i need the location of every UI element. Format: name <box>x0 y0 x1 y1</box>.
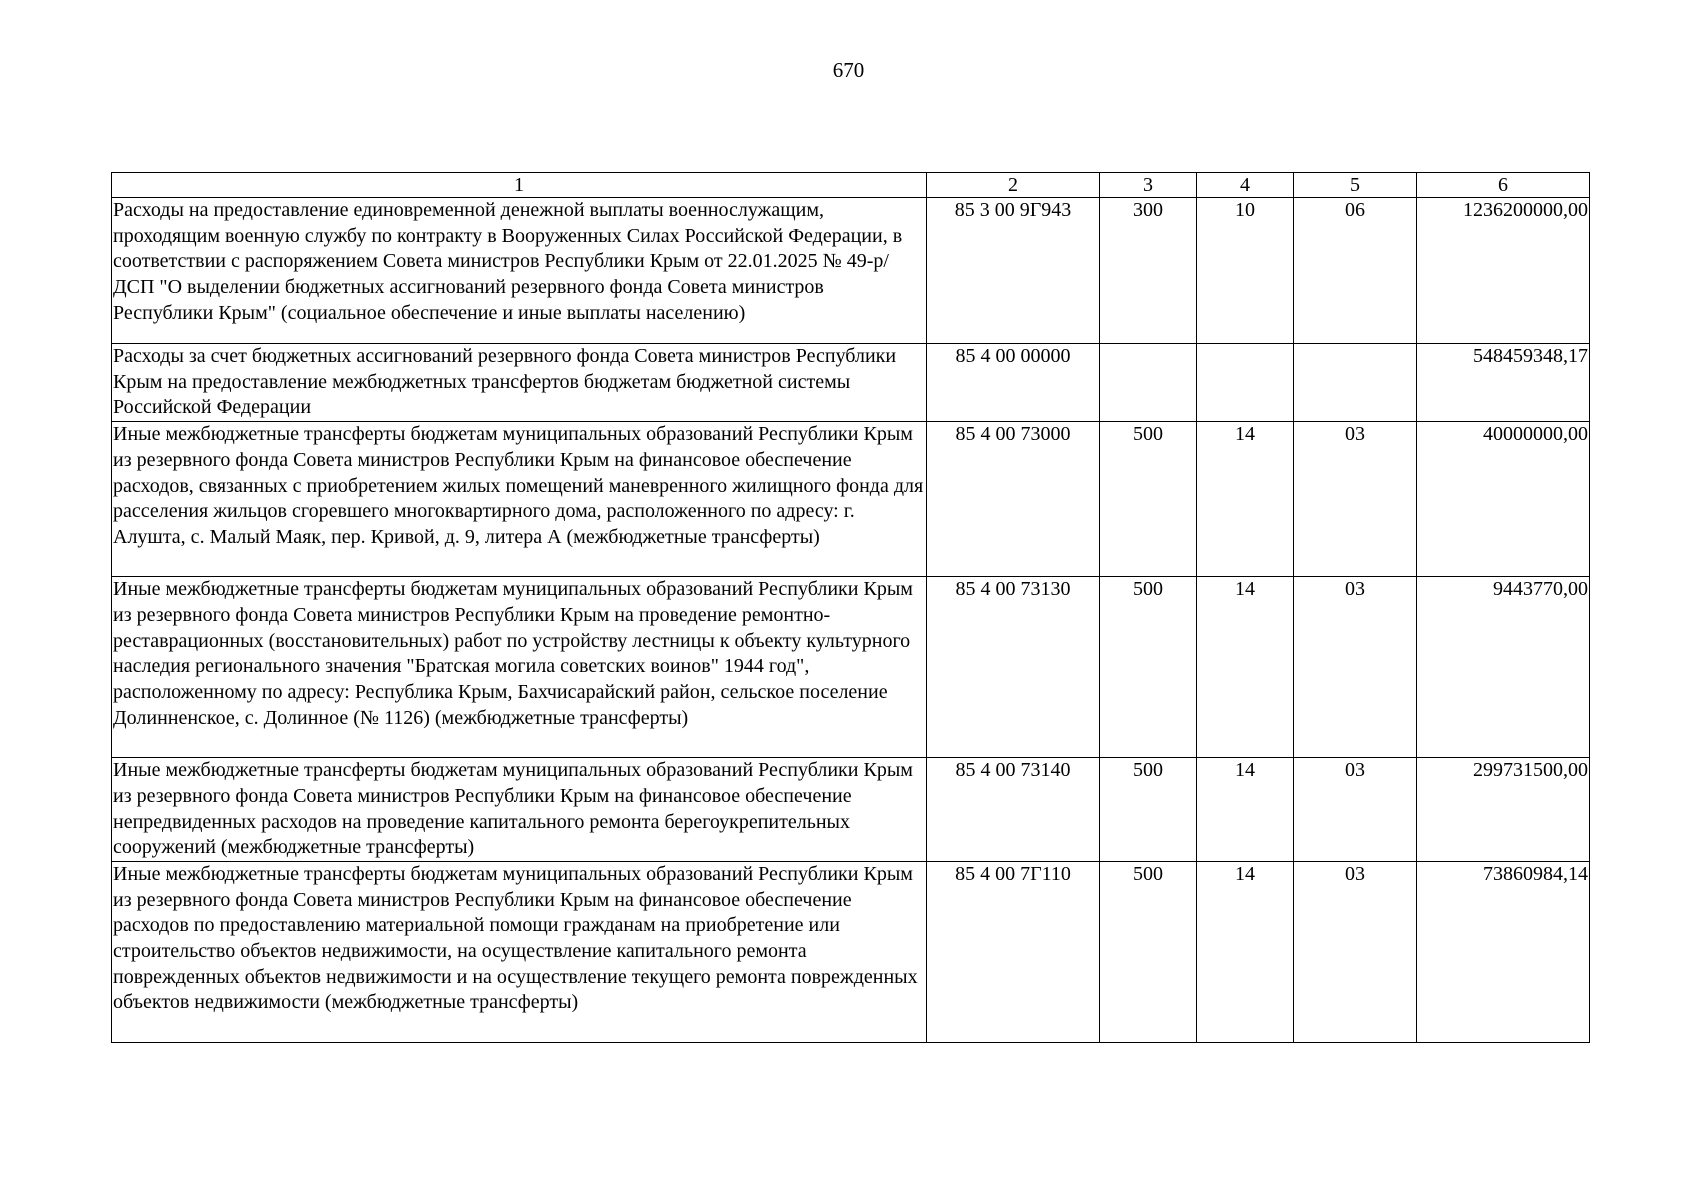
row-col3: 300 <box>1100 198 1197 344</box>
row-col5: 03 <box>1294 861 1417 1042</box>
row-description: Расходы за счет бюджетных ассигнований резервного фонда Совета министров Республики Крым на предоставление межбюджетных трансфертов бюджетам бюджетной системы Российской Федерации <box>112 344 927 422</box>
header-col-3: 3 <box>1100 173 1197 198</box>
row-col5: 03 <box>1294 422 1417 577</box>
row-description: Иные межбюджетные трансферты бюджетам муниципальных образований Республики Крым из резервного фонда Совета министров Республики Крым на финансовое обеспечение непредвиденных расходов на проведение капитального ремонта берегоукрепительных сооружений (межбюджетные трансферты) <box>112 758 927 862</box>
row-amount: 299731500,00 <box>1417 758 1590 862</box>
header-col-1: 1 <box>112 173 927 198</box>
row-code: 85 4 00 73130 <box>927 577 1100 758</box>
table-row <box>112 422 1590 577</box>
row-description: Иные межбюджетные трансферты бюджетам муниципальных образований Республики Крым из резервного фонда Совета министров Республики Крым на проведение ремонтно-реставрационных (восстановительных) работ по устройству лестницы к объекту культурного наследия регионального значения "Братская могила советских воинов" 1944 год", расположенному по адресу: Республика Крым, Бахчисарайский район, сельское поселение Долинненское, с. Долинное (№ 1126) (межбюджетные трансферты) <box>112 577 927 758</box>
row-col5: 03 <box>1294 758 1417 862</box>
table-row <box>112 861 1590 1042</box>
row-col4: 14 <box>1197 422 1294 577</box>
row-code: 85 4 00 73000 <box>927 422 1100 577</box>
row-code: 85 4 00 73140 <box>927 758 1100 862</box>
row-col5 <box>1294 344 1417 422</box>
row-amount: 40000000,00 <box>1417 422 1590 577</box>
row-amount: 9443770,00 <box>1417 577 1590 758</box>
row-code: 85 4 00 00000 <box>927 344 1100 422</box>
header-col-2: 2 <box>927 173 1100 198</box>
row-description: Иные межбюджетные трансферты бюджетам муниципальных образований Республики Крым из резервного фонда Совета министров Республики Крым на финансовое обеспечение расходов, связанных с приобретением жилых помещений маневренного жилищного фонда для расселения жильцов сгоревшего многоквартирного дома, расположенного по адресу: г. Алушта, с. Малый Маяк, пер. Кривой, д. 9, литера А (межбюджетные трансферты) <box>112 422 927 577</box>
page-number: 670 <box>832 58 865 82</box>
header-col-6: 6 <box>1417 173 1590 198</box>
row-amount: 73860984,14 <box>1417 861 1590 1042</box>
row-col5: 03 <box>1294 577 1417 758</box>
row-col3: 500 <box>1100 758 1197 862</box>
table-row <box>112 577 1590 758</box>
header-col-4: 4 <box>1197 173 1294 198</box>
row-col3: 500 <box>1100 422 1197 577</box>
row-col3 <box>1100 344 1197 422</box>
table-row <box>112 344 1590 422</box>
row-col5: 06 <box>1294 198 1417 344</box>
header-col-5: 5 <box>1294 173 1417 198</box>
row-col4 <box>1197 344 1294 422</box>
row-col4: 14 <box>1197 861 1294 1042</box>
row-col4: 14 <box>1197 577 1294 758</box>
row-col3: 500 <box>1100 577 1197 758</box>
row-code: 85 3 00 9Г943 <box>927 198 1100 344</box>
table-row <box>112 198 1590 344</box>
row-amount: 548459348,17 <box>1417 344 1590 422</box>
budget-table <box>111 172 1590 1043</box>
row-description: Расходы на предоставление единовременной денежной выплаты военнослужащим, проходящим военную службу по контракту в Вооруженных Силах Российской Федерации, в соответствии с распоряжением Совета министров Республики Крым от 22.01.2025 № 49-р/ДСП "О выделении бюджетных ассигнований резервного фонда Совета министров Республики Крым" (социальное обеспечение и иные выплаты населению) <box>112 198 927 344</box>
header-row <box>112 173 1590 198</box>
row-col4: 14 <box>1197 758 1294 862</box>
row-code: 85 4 00 7Г110 <box>927 861 1100 1042</box>
row-amount: 1236200000,00 <box>1417 198 1590 344</box>
row-col4: 10 <box>1197 198 1294 344</box>
row-col3: 500 <box>1100 861 1197 1042</box>
table-row <box>112 758 1590 862</box>
row-description: Иные межбюджетные трансферты бюджетам муниципальных образований Республики Крым из резервного фонда Совета министров Республики Крым на финансовое обеспечение расходов по предоставлению материальной помощи гражданам на приобретение или строительство объектов недвижимости, на осуществление капитального ремонта поврежденных объектов недвижимости и на осуществление текущего ремонта поврежденных объектов недвижимости (межбюджетные трансферты) <box>112 861 927 1042</box>
